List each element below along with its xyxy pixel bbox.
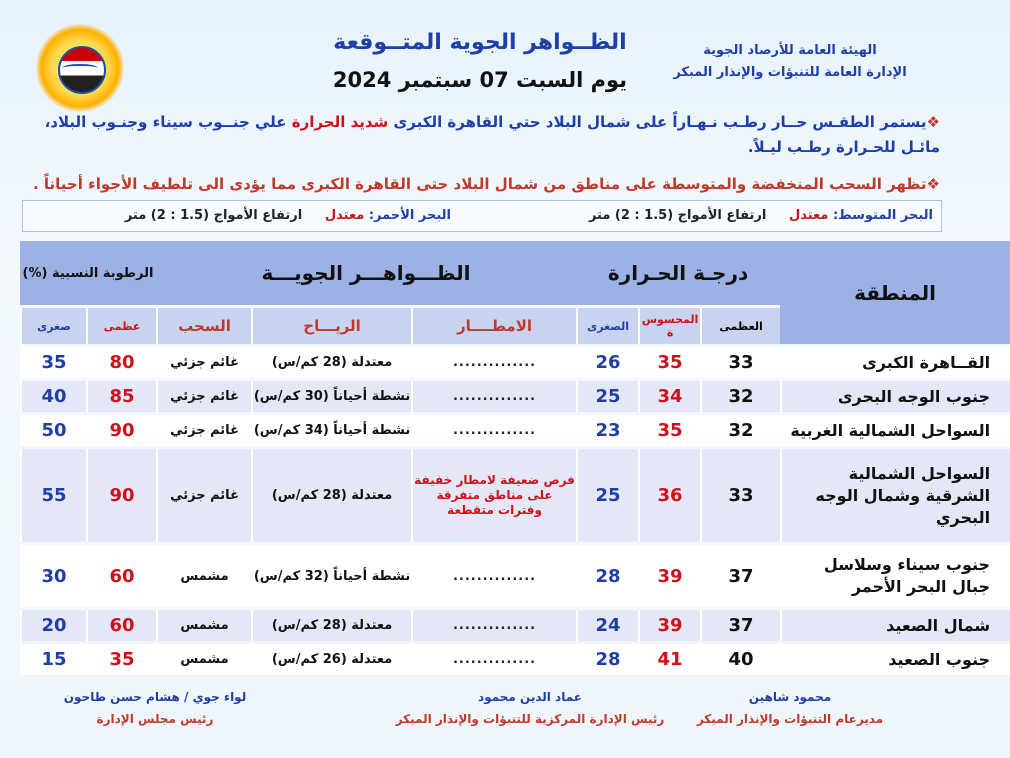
signature-title: رئيس مجلس الإدارة <box>96 712 214 726</box>
organization-name <box>660 40 920 84</box>
sea-conditions-bar <box>22 200 942 232</box>
cloud-cell: مشمس <box>156 644 251 675</box>
cloud-cell: مشمس <box>156 545 251 607</box>
signature-title: رئيس الإدارة المركزية للتنبؤات والإنذار المبكر <box>395 712 665 726</box>
header-region: المنطقة <box>780 241 1010 344</box>
rh-min-cell: 15 <box>20 644 86 675</box>
rain-cell: .............. <box>411 347 576 378</box>
region-cell: جنوب الوجه البحرى <box>780 381 1010 412</box>
table-row <box>20 347 1010 378</box>
feels-temp-cell: 34 <box>638 381 700 412</box>
org-line-1: الهيئة العامة للأرصاد الجوية <box>703 43 877 58</box>
min-temp-cell: 28 <box>576 644 638 675</box>
authority-logo <box>36 24 124 112</box>
header-feels: المحسوس ة <box>638 308 700 344</box>
header-temperature: درجـة الحـرارة <box>576 241 780 305</box>
header-clouds: السحب <box>156 308 251 344</box>
rain-cell: .............. <box>411 610 576 641</box>
table-row <box>20 644 1010 675</box>
header-rh-max: عظمى <box>86 308 156 344</box>
wind-cell: نشطة أحياناً (32 كم/س) <box>251 545 411 607</box>
feels-temp-cell: 39 <box>638 545 700 607</box>
rh-min-cell: 55 <box>20 449 86 542</box>
signature-name: عماد الدين محمود <box>478 690 582 704</box>
wind-cell: معتدلة (26 كم/س) <box>251 644 411 675</box>
min-temp-cell: 24 <box>576 610 638 641</box>
feels-temp-cell: 35 <box>638 415 700 446</box>
rain-cell: .............. <box>411 545 576 607</box>
max-temp-cell: 37 <box>700 610 780 641</box>
table-row <box>20 545 1010 607</box>
rain-cell: .............. <box>411 415 576 446</box>
max-temp-cell: 33 <box>700 449 780 542</box>
mediterranean-status: البحر المتوسط: معتدل ارتفاع الأمواج (1.5 : 2) متر <box>588 208 933 223</box>
page-title: الظــواهر الجوية المتــوقعة <box>333 30 627 55</box>
rh-min-cell: 20 <box>20 610 86 641</box>
rh-max-cell: 90 <box>86 415 156 446</box>
header-humidity: الرطوبة النسبية (%) <box>20 241 156 305</box>
forecast-date: يوم السبت 07 سبتمبر 2024 <box>332 68 628 92</box>
region-cell: السواحل الشمالية الشرقية وشمال الوجه البحري <box>780 449 1010 542</box>
rh-max-cell: 60 <box>86 545 156 607</box>
table-row <box>20 381 1010 412</box>
wind-cell: معتدلة (28 كم/س) <box>251 347 411 378</box>
header-phenomena: الظـــواهـــر الجويـــة <box>156 241 576 305</box>
rh-min-cell: 40 <box>20 381 86 412</box>
max-temp-cell: 32 <box>700 415 780 446</box>
header-min: الصغرى <box>576 308 638 344</box>
rh-max-cell: 80 <box>86 347 156 378</box>
cloud-cell: غائم جزئي <box>156 449 251 542</box>
wind-cell: نشطة أحياناً (34 كم/س) <box>251 415 411 446</box>
signature-name: محمود شاهين <box>748 690 832 704</box>
wave-mark <box>62 64 98 72</box>
min-temp-cell: 25 <box>576 449 638 542</box>
region-cell: السواحل الشمالية الغربية <box>780 415 1010 446</box>
max-temp-cell: 37 <box>700 545 780 607</box>
max-temp-cell: 33 <box>700 347 780 378</box>
min-temp-cell: 25 <box>576 381 638 412</box>
cloud-cell: غائم جزئي <box>156 381 251 412</box>
header-wind: الريـــاح <box>251 308 411 344</box>
feels-temp-cell: 39 <box>638 610 700 641</box>
signature-name: لواء جوي / هشام حسن طاحون <box>63 690 247 704</box>
bullet1-part1: يستمر الطقـس حــار رطـب نـهـاراً على شمال البلاد حتي القاهرة الكبرى <box>393 113 927 131</box>
header-rh-min: صغرى <box>20 308 86 344</box>
bullet1-part3: علي جنــوب سيناء وجنـوب البلاد، <box>44 113 287 131</box>
header-rain: الامطــــار <box>411 308 576 344</box>
region-cell: شمال الصعيد <box>780 610 1010 641</box>
rain-cell: فرص ضعيفة لامطار خفيفة على مناطق متفرقة وفترات متقطعة <box>411 449 576 542</box>
rain-cell: .............. <box>411 644 576 675</box>
signature-chairman <box>40 690 270 726</box>
feels-temp-cell: 35 <box>638 347 700 378</box>
rh-max-cell: 90 <box>86 449 156 542</box>
max-temp-cell: 32 <box>700 381 780 412</box>
bullet-diamond-icon: ❖ <box>926 113 940 131</box>
bullet2-text: تظهر السحب المنخفضة والمتوسطة على مناطق من شمال البلاد حتى القاهرة الكبرى مما يؤدى الى تلطيف الأجواء أحياناً . <box>32 175 927 193</box>
cloud-cell: مشمس <box>156 610 251 641</box>
table-row <box>20 449 1010 542</box>
red-sea-status: البحر الأحمر: معتدل ارتفاع الأمواج (1.5 : 2) متر <box>124 208 451 223</box>
rain-cell: .............. <box>411 381 576 412</box>
table-row <box>20 415 1010 446</box>
rh-max-cell: 60 <box>86 610 156 641</box>
bullet-diamond-icon: ❖ <box>926 175 940 193</box>
region-cell: القــاهرة الكبرى <box>780 347 1010 378</box>
rh-max-cell: 35 <box>86 644 156 675</box>
wind-cell: نشطة أحياناً (30 كم/س) <box>251 381 411 412</box>
feels-temp-cell: 36 <box>638 449 700 542</box>
bullet1-part2: شديد الحرارة <box>291 113 389 131</box>
bullet-clouds <box>20 172 940 197</box>
bullet-weather-summary <box>20 110 940 160</box>
min-temp-cell: 28 <box>576 545 638 607</box>
table-row <box>20 610 1010 641</box>
header-max: العظمى <box>700 308 780 344</box>
rh-max-cell: 85 <box>86 381 156 412</box>
region-cell: جنوب الصعيد <box>780 644 1010 675</box>
cloud-cell: غائم جزئي <box>156 415 251 446</box>
signature-central-admin <box>360 690 700 726</box>
max-temp-cell: 40 <box>700 644 780 675</box>
forecast-table <box>20 238 1010 678</box>
signature-title: مديرعام التنبؤات والإنذار المبكر <box>696 712 884 726</box>
bullet1-line2: مائـل للحـرارة رطـب ليـلاً. <box>747 138 940 156</box>
rh-min-cell: 50 <box>20 415 86 446</box>
cloud-cell: غائم جزئي <box>156 347 251 378</box>
min-temp-cell: 26 <box>576 347 638 378</box>
min-temp-cell: 23 <box>576 415 638 446</box>
rh-min-cell: 35 <box>20 347 86 378</box>
wind-cell: معتدلة (28 كم/س) <box>251 449 411 542</box>
feels-temp-cell: 41 <box>638 644 700 675</box>
rh-min-cell: 30 <box>20 545 86 607</box>
wind-cell: معتدلة (28 كم/س) <box>251 610 411 641</box>
region-cell: جنوب سيناء وسلاسل جبال البحر الأحمر <box>780 545 1010 607</box>
org-line-2: الإدارة العامة للتنبؤات والإنذار المبكر <box>673 65 907 80</box>
